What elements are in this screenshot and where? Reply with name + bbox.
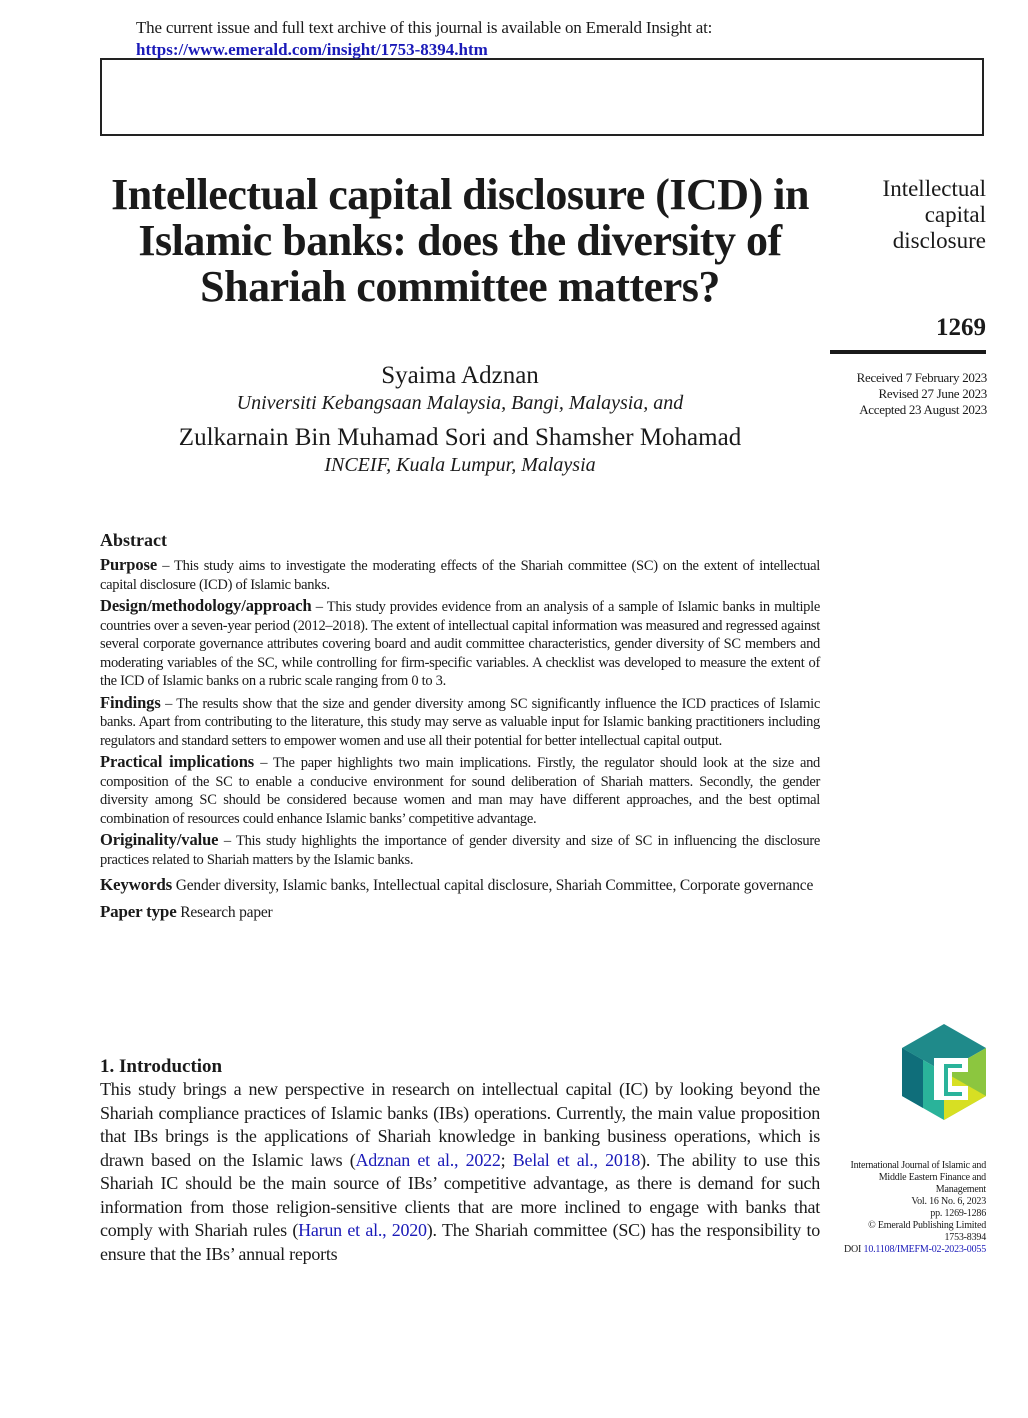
introduction-heading: 1. Introduction	[100, 1056, 223, 1077]
author-2: Zulkarnain Bin Muhamad Sori and Shamsher Mohamad	[178, 424, 742, 451]
archive-notice-text: The current issue and full text archive of this journal is available on Emerald Insight at:	[136, 18, 713, 37]
abstract	[100, 530, 820, 923]
running-head: Intellectual capital disclosure	[882, 176, 986, 253]
abstract-implications: Practical implications – The paper highlights two main implications. Firstly, the regulator should look at the size and composition of the SC to enable a conducive environment for sound deliberation of Shariah matters. Secondly, the gender diversity among SC should be considered because women and man may have different approaches, and the best optimal combination of resources could enhance Islamic banks’ competitive advantage.	[100, 752, 820, 827]
archive-notice-box	[100, 58, 984, 136]
abstract-findings: Findings – The results show that the size and gender diversity among SC significantly influence the ICD practices of Islamic banks. Apart from contributing to the literature, this study may serve as valuable input for Islamic banking practitioners including regulators and standard setters to empower women and use all their potential for better intellectual capital output.	[100, 692, 820, 749]
affiliation-1: Universiti Kebangsaan Malaysia, Bangi, Malaysia, and	[236, 392, 684, 414]
journal-doi: DOI 10.1108/IMEFM-02-2023-0055	[844, 1244, 986, 1255]
abstract-purpose: Purpose – This study aims to investigate the moderating effects of the Shariah committee (SC) on the extent of intellectual capital disclosure (ICD) of Islamic banks.	[100, 555, 820, 593]
paper-type: Paper type Research paper	[100, 902, 273, 921]
received-date: Received 7 February 2023	[856, 370, 987, 385]
author-1: Syaima Adznan	[381, 362, 539, 389]
emerald-logo-icon	[902, 1024, 986, 1120]
archive-link[interactable]: https://www.emerald.com/insight/1753-8394.htm	[136, 40, 488, 59]
journal-publisher: © Emerald Publishing Limited	[868, 1220, 986, 1231]
journal-info	[830, 1160, 986, 1256]
revised-date: Revised 27 June 2023	[878, 386, 987, 401]
page-number: 1269	[936, 314, 986, 341]
journal-pages: pp. 1269-1286	[930, 1208, 986, 1219]
citation-belal[interactable]: Belal et al., 2018	[512, 1149, 641, 1170]
keywords: Keywords Gender diversity, Islamic banks, Intellectual capital disclosure, Shariah Committee, Corporate governance	[100, 875, 814, 894]
article-dates	[830, 370, 987, 418]
introduction-body: This study brings a new perspective in research on intellectual capital (IC) by looking beyond the Shariah compliance practices of Islamic banks (IBs) operations. Currently, the main value proposition that IBs brings is the applications of Shariah knowledge in banking business operations, which is drawn based on the Islamic laws (Adznan et al., 2022; Belal et al., 2018). The ability to use this Shariah IC should be the main source of IBs’ competitive advantage, as there is demand for such information from those religion-sensitive clients that are more inclined to engage with banks that comply with Shariah rules (Harun et al., 2020). The Shariah committee (SC) has the responsibility to ensure that the IBs’ annual reports	[100, 1079, 820, 1264]
journal-issn: 1753-8394	[944, 1232, 986, 1243]
abstract-originality: Originality/value – This study highlights the importance of gender diversity and size of SC in influencing the disclosure practices related to Shariah matters by the Islamic banks.	[100, 830, 820, 868]
affiliation-2: INCEIF, Kuala Lumpur, Malaysia	[324, 454, 596, 476]
citation-adznan[interactable]: Adznan et al., 2022	[355, 1149, 501, 1170]
article-title: Intellectual capital disclosure (ICD) in Islamic banks: does the diversity of Shariah committee matters?	[111, 170, 809, 311]
abstract-heading: Abstract	[100, 530, 167, 550]
journal-name: International Journal of Islamic and Middle Eastern Finance and Management	[850, 1160, 986, 1195]
margin-divider	[830, 350, 986, 354]
journal-volume: Vol. 16 No. 6, 2023	[911, 1196, 986, 1207]
abstract-design: Design/methodology/approach – This study provides evidence from an analysis of a sample of Islamic banks in multiple countries over a seven-year period (2012–2018). The extent of intellectual capital information was measured and regressed against several corporate governance attributes covering board and audit committee characteristics, gender diversity of SC members and moderating variables of the SC, while controlling for firm-specific variables. A checklist was developed to measure the extent of the ICD of Islamic banks on a rubric scale ranging from 0 to 3.	[100, 596, 820, 689]
accepted-date: Accepted 23 August 2023	[859, 402, 987, 417]
doi-link[interactable]: 10.1108/IMEFM-02-2023-0055	[863, 1244, 986, 1255]
citation-harun[interactable]: Harun et al., 2020	[298, 1220, 427, 1240]
